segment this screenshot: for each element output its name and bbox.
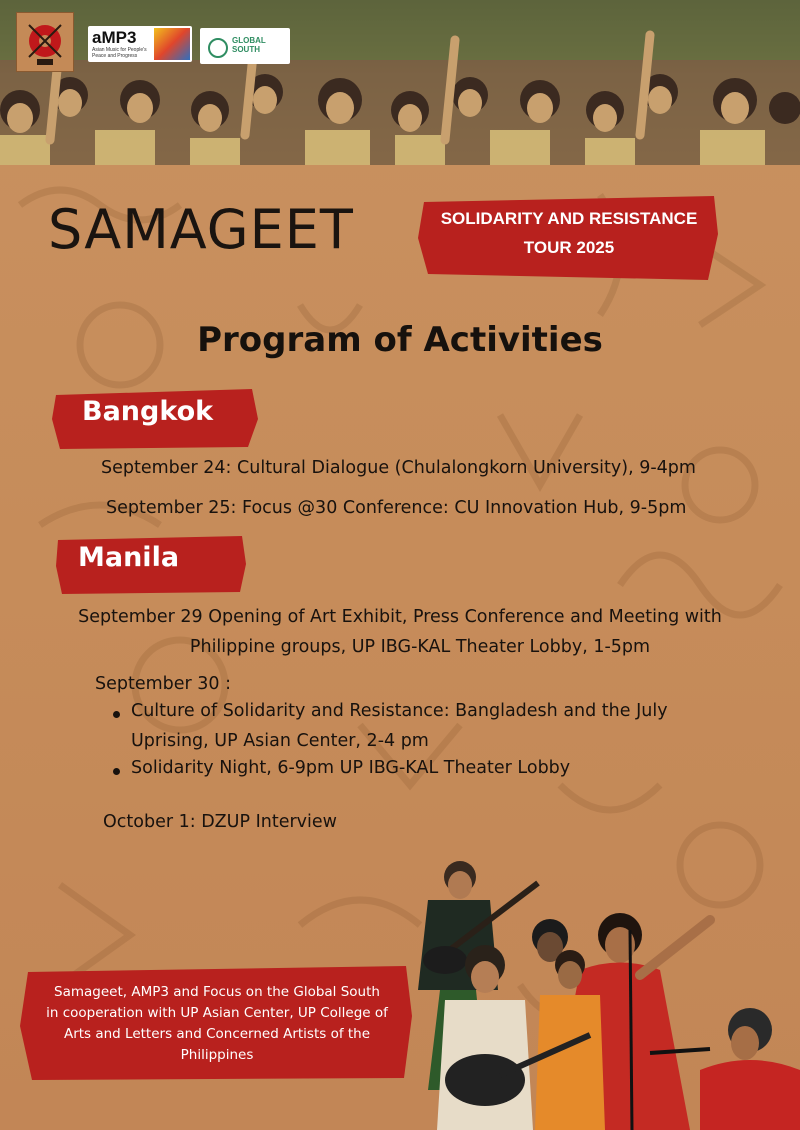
manila-sep29-line1: September 29 Opening of Art Exhibit, Press Conference and Meeting with	[78, 607, 722, 627]
tour-title	[418, 204, 720, 262]
manila-bullet-1-line2: Uprising, UP Asian Center, 2-4 pm	[131, 731, 429, 751]
tour-title-line1: SOLIDARITY AND RESISTANCE	[440, 209, 698, 228]
tour-title-line2: TOUR 2025	[523, 238, 615, 257]
credit-line-3: Arts and Letters and Concerned Artists of the	[63, 1026, 371, 1042]
credit-line-1: Samageet, AMP3 and Focus on the Global South	[54, 984, 380, 1000]
manila-bullet-2-line1: Solidarity Night, 6-9pm UP IBG-KAL Theater Lobby	[131, 758, 571, 778]
bullet-dot	[113, 768, 120, 775]
bangkok-event-2: September 25: Focus @30 Conference: CU Innovation Hub, 9-5pm	[106, 498, 687, 518]
bullet-dot	[113, 711, 120, 718]
bangkok-heading: Bangkok	[82, 396, 214, 427]
amp3-logo	[88, 26, 192, 62]
global-south-text: GLOBAL SOUTH	[232, 36, 266, 54]
manila-sep30-label: September 30 :	[95, 674, 232, 694]
manila-bullet-1-line1: Culture of Solidarity and Resistance: Bangladesh and the July	[131, 701, 668, 721]
manila-heading: Manila	[78, 542, 180, 573]
global-south-logo	[200, 28, 290, 64]
emblem-icon	[17, 13, 73, 71]
bangkok-event-1: September 24: Cultural Dialogue (Chulalongkorn University), 9-4pm	[101, 458, 696, 478]
amp3-name: aMP3	[92, 28, 137, 47]
manila-oct1: October 1: DZUP Interview	[103, 812, 337, 832]
program-title: Program of Activities	[197, 320, 603, 360]
amp3-tagline: Asian Music for People's Peace and Progress	[92, 47, 147, 59]
brand-title: SAMAGEET	[48, 198, 354, 261]
crowd-illustration	[0, 0, 800, 165]
credit-line-2: in cooperation with UP Asian Center, UP College of	[46, 1005, 388, 1021]
band-photo	[400, 855, 800, 1130]
header-crowd-photo	[0, 0, 800, 165]
credit-text	[22, 982, 412, 1066]
samageet-emblem-logo	[16, 12, 74, 72]
manila-sep29-line2: Philippine groups, UP IBG-KAL Theater Lobby, 1-5pm	[189, 637, 651, 657]
credit-line-4: Philippines	[180, 1047, 254, 1063]
amp3-artwork	[154, 28, 190, 60]
global-south-icon	[208, 38, 228, 58]
